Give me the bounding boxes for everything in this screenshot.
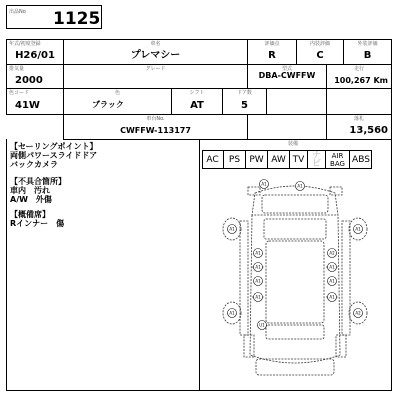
year-cell xyxy=(6,39,64,65)
damage-mark-11 xyxy=(228,309,237,318)
transmission-value: AT xyxy=(190,100,204,111)
displacement-value: 2000 xyxy=(15,75,43,86)
svg-text:A1: A1 xyxy=(355,226,361,232)
equipment-tv: TV xyxy=(290,150,308,169)
model-cell xyxy=(247,64,327,89)
equipment-navi: ナビ xyxy=(308,150,326,169)
price-cell xyxy=(326,114,392,140)
selling-points-title: 【セーリングポイント】 xyxy=(10,142,98,151)
chassis-label: 車台No. xyxy=(146,116,165,122)
mileage-value: 100,267 Km xyxy=(334,76,388,85)
svg-text:A1: A1 xyxy=(255,294,261,300)
svg-text:A1: A1 xyxy=(329,294,335,300)
blank-cell-2 xyxy=(326,88,392,115)
svg-text:A1: A1 xyxy=(261,181,267,187)
auction-sheet xyxy=(6,5,392,391)
color-label: 色 xyxy=(114,90,120,96)
mileage-label: 走行 xyxy=(353,66,364,72)
price-label: 落札 xyxy=(353,116,364,122)
damage-mark-4 xyxy=(354,225,363,234)
grade-label: グレード xyxy=(145,66,166,72)
color-value: ブラック xyxy=(92,100,124,109)
defect-1: 車内 汚れ xyxy=(10,186,50,195)
transmission-cell xyxy=(171,88,223,115)
exterior-grade-label: 外装評価 xyxy=(357,41,378,47)
svg-text:A1: A1 xyxy=(255,278,261,284)
interior-grade-label: 内装評価 xyxy=(309,41,330,47)
interior-grade-value: C xyxy=(316,50,324,61)
displacement-cell xyxy=(6,64,64,89)
damage-mark-14 xyxy=(328,293,337,302)
equipment-label: 装備 xyxy=(288,141,299,147)
damage-mark-12 xyxy=(354,309,363,318)
damage-mark-10 xyxy=(328,277,337,286)
svg-text:A1: A1 xyxy=(329,264,335,270)
equipment-ps: PS xyxy=(224,150,246,169)
year-value: H26/01 xyxy=(15,50,55,61)
color-cell xyxy=(63,88,172,115)
selling-point-2: バックカメラ xyxy=(10,160,58,169)
equipment-aw: AW xyxy=(268,150,290,169)
price-value: 13,560 xyxy=(349,125,388,136)
damage-marks-layer xyxy=(220,175,370,387)
mileage-cell xyxy=(326,64,392,89)
svg-text:A2: A2 xyxy=(329,250,335,256)
displacement-label: 排気量 xyxy=(9,66,25,72)
model-value: DBA-CWFFW xyxy=(258,71,316,80)
transmission-label: シフト xyxy=(189,90,205,96)
svg-text:A1: A1 xyxy=(229,310,235,316)
interior-grade-cell xyxy=(296,39,344,65)
damage-mark-5 xyxy=(254,249,263,258)
doors-label: ドア数 xyxy=(237,90,252,96)
model-label: 型式 xyxy=(281,66,292,72)
damage-mark-13 xyxy=(254,293,263,302)
damage-mark-8 xyxy=(328,263,337,272)
svg-text:A1: A1 xyxy=(297,183,303,189)
car-name-value: プレマシー xyxy=(130,50,181,61)
exterior-grade-cell xyxy=(343,39,392,65)
blank-cell-1 xyxy=(266,88,327,115)
damage-mark-1 xyxy=(260,180,269,189)
damage-mark-9 xyxy=(254,277,263,286)
evaluation-value: R xyxy=(268,50,276,61)
lot-number: 1125 xyxy=(53,9,101,29)
evaluation-label: 評価点 xyxy=(264,41,280,47)
chassis-cell xyxy=(63,114,248,140)
defects-title: 【不具合箇所】 xyxy=(10,177,66,186)
equipment-pw: PW xyxy=(246,150,268,169)
defect-2: A/W 外傷 xyxy=(10,195,52,204)
doors-cell xyxy=(222,88,267,115)
svg-text:A1: A1 xyxy=(255,264,261,270)
equipment-abs: ABS xyxy=(352,154,370,165)
svg-text:A1: A1 xyxy=(329,278,335,284)
doors-value: 5 xyxy=(241,100,248,111)
lot-number-cell xyxy=(6,5,102,29)
car-name-cell xyxy=(63,39,248,65)
damage-mark-15 xyxy=(258,321,267,330)
svg-text:A2: A2 xyxy=(355,310,361,316)
selling-point-1: 両側パワースライドドア xyxy=(10,151,98,160)
svg-text:U1: U1 xyxy=(259,322,265,328)
car-name-label: 車名 xyxy=(150,41,161,47)
equipment-airbag: AIR BAG xyxy=(326,150,350,169)
evaluation-cell xyxy=(247,39,297,65)
exterior-grade-value: B xyxy=(363,50,372,61)
color-code-label: 色コード xyxy=(9,90,30,96)
damage-mark-6 xyxy=(328,249,337,258)
svg-text:A1: A1 xyxy=(229,226,235,232)
color-code-cell xyxy=(6,88,64,115)
year-label: 年式/初度登録 xyxy=(9,41,41,47)
equipment-ac: AC xyxy=(202,150,224,169)
interior-note-1: Rインナー 傷 xyxy=(10,219,65,228)
lot-number-label: 出品No xyxy=(9,9,26,15)
color-code-value: 41W xyxy=(15,100,40,111)
svg-text:A1: A1 xyxy=(255,250,261,256)
damage-mark-2 xyxy=(296,182,305,191)
interior-notes-title: 【概備席】 xyxy=(10,210,50,219)
chassis-value: CWFFW-113177 xyxy=(120,126,191,135)
damage-mark-3 xyxy=(228,225,237,234)
grade-cell xyxy=(63,64,248,89)
blank-cell-3 xyxy=(247,114,327,140)
damage-mark-7 xyxy=(254,263,263,272)
